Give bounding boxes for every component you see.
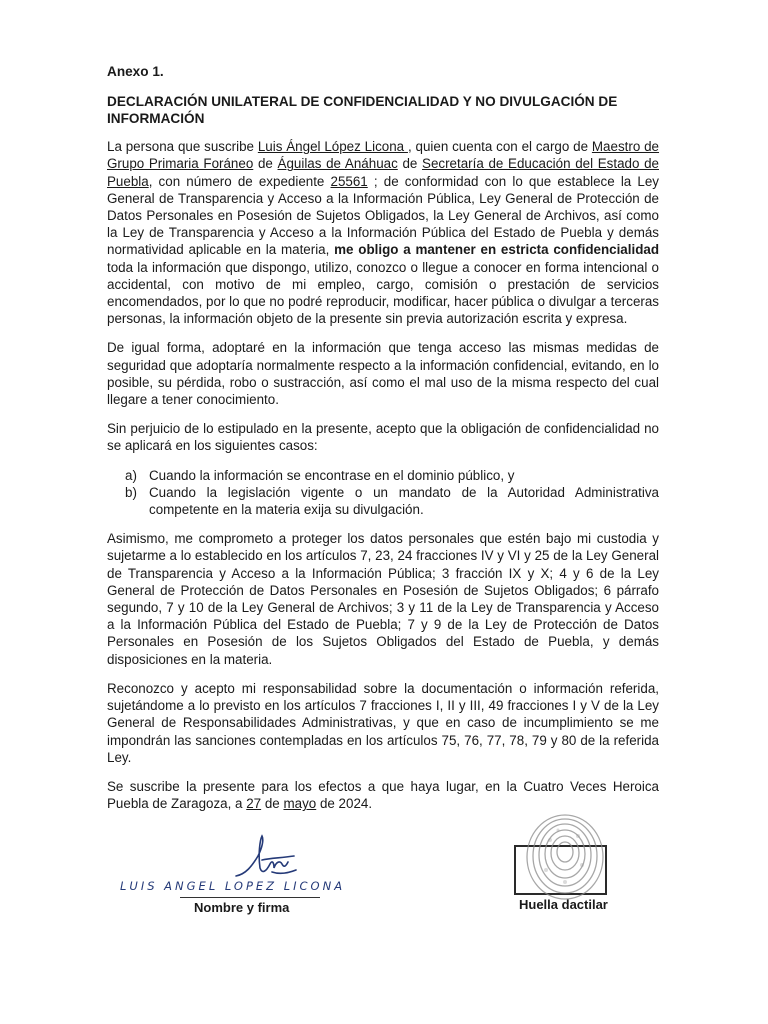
list-item-text: Cuando la legislación vigente o un mandato de la Autoridad Administrativa competente en la materia exija su divulgación.: [149, 484, 659, 518]
signature-label: Nombre y firma: [194, 900, 290, 915]
list-item-text: Cuando la información se encontrase en el dominio público, y: [149, 467, 515, 483]
paragraph-4: Asimismo, me comprometo a proteger los datos personales que estén bajo mi custodia y sujetarme a lo establecido en los artículos 7, 23, 24 fracciones IV y VI y 25 de la Ley General de Transparencia y Acceso a la Información Pública; 3 fracción IX y X; 4 y 6 de la Ley General de Protección de Datos Personales en Posesión de Sujetos Obligados; 6 párrafo segundo, 7 y 10 de la Ley General de Archivos; 3 y 11 de la Ley de Transparencia y Acceso a la Información Pública del Estado de Puebla; 7 y 9 de la Ley de Protección de Datos Personales en Posesión de los Sujetos Obligados del Estado de Puebla, y demás disposiciones en la materia.: [107, 531, 659, 667]
list-item: [107, 484, 659, 518]
p1-text-6: ; de conformidad con lo que establece la Ley General de Transparencia y Acceso a la Información Pública, Ley General de Protección de Datos Personales en Posesión de Sujetos Obligados, la Ley General de Archivos, así como la Ley de Transparencia y Acceso a la Información Pública del Estado de Puebla y demás normatividad aplicable en la materia,: [107, 173, 659, 258]
signer-position: Maestro de Grupo Primaria Foráneo: [107, 139, 660, 172]
date-day: 27: [246, 796, 262, 812]
paragraph-5: Reconozco y acepto mi responsabilidad sobre la documentación o información referida, sujetándome a lo previsto en los artículos 7 fracciones I, II y III, 49 fracciones I y V de la Ley General de Responsabilidades Administrativas, y que en caso de incumplimiento se me impondrán las sanciones contempladas en los artículos 75, 76, 77, 78, 79 y 80 de la referida Ley.: [107, 680, 659, 765]
annex-heading: Anexo 1.: [107, 64, 164, 79]
document-body: [107, 63, 659, 824]
date-month: mayo: [283, 796, 317, 812]
p1-text-2: , quien cuenta con el cargo de: [407, 139, 592, 155]
p6-text-3: de 2024.: [316, 796, 373, 812]
handwritten-signature: [232, 832, 302, 884]
p6-text-2: de: [261, 796, 284, 812]
signer-place: Águilas de Anáhuac: [277, 156, 398, 172]
fingerprint-box: [514, 845, 607, 895]
list-marker: b): [125, 484, 137, 500]
p1-text-5: , con número de expediente: [148, 173, 331, 189]
signer-name: Luis Ángel López Licona: [257, 139, 408, 155]
p1-bold-obligation: me obligo a mantener en estricta confidencialidad: [334, 242, 660, 258]
list-item: [107, 467, 659, 484]
paragraph-3: Sin perjuicio de lo estipulado en la presente, acepto que la obligación de confidencialidad no se aplicará en los siguientes casos:: [107, 421, 659, 454]
document-title: DECLARACIÓN UNILATERAL DE CONFIDENCIALIDAD Y NO DIVULGACIÓN DE INFORMACIÓN: [107, 94, 618, 126]
signature-line: [180, 897, 320, 898]
p1-text-3: de: [253, 156, 278, 172]
p6-text-1: Se suscribe la presente para los efectos a que haya lugar, en la Cuatro Veces Heroica Puebla de Zaragoza, a: [107, 778, 659, 812]
p1-text-7: toda la información que dispongo, utilizo, conozco o llegue a conocer en forma intencional o accidental, con motivo de mi empleo, cargo, comisión o prestación de servicios encomendados, por lo que no podré reproducir, modificar, hacer pública o divulgar a terceras personas, la información objeto de la presente sin previa autorización escrita y expresa.: [107, 259, 659, 327]
paragraph-6: [107, 778, 659, 812]
paragraph-2: De igual forma, adoptaré en la información que tenga acceso las mismas medidas de seguridad que adoptaría normalmente respecto a la información confidencial, evitando, en lo posible, su pérdida, robo o sustracción, así como el mal uso de la misma respecto del cual llegare a tener conocimiento.: [107, 340, 659, 408]
p1-text-1: La persona que suscribe: [107, 139, 258, 155]
list-marker: a): [125, 467, 137, 483]
paragraph-1: [107, 138, 659, 327]
signer-institution: Secretaría de Educación del Estado de Puebla: [107, 156, 659, 189]
handwritten-name: LUIS ANGEL LOPEZ LICONA: [120, 879, 346, 893]
fingerprint-label: Huella dactilar: [519, 897, 608, 912]
exceptions-list: [107, 467, 659, 519]
file-number: 25561: [330, 173, 368, 189]
p1-text-4: de: [397, 156, 423, 172]
